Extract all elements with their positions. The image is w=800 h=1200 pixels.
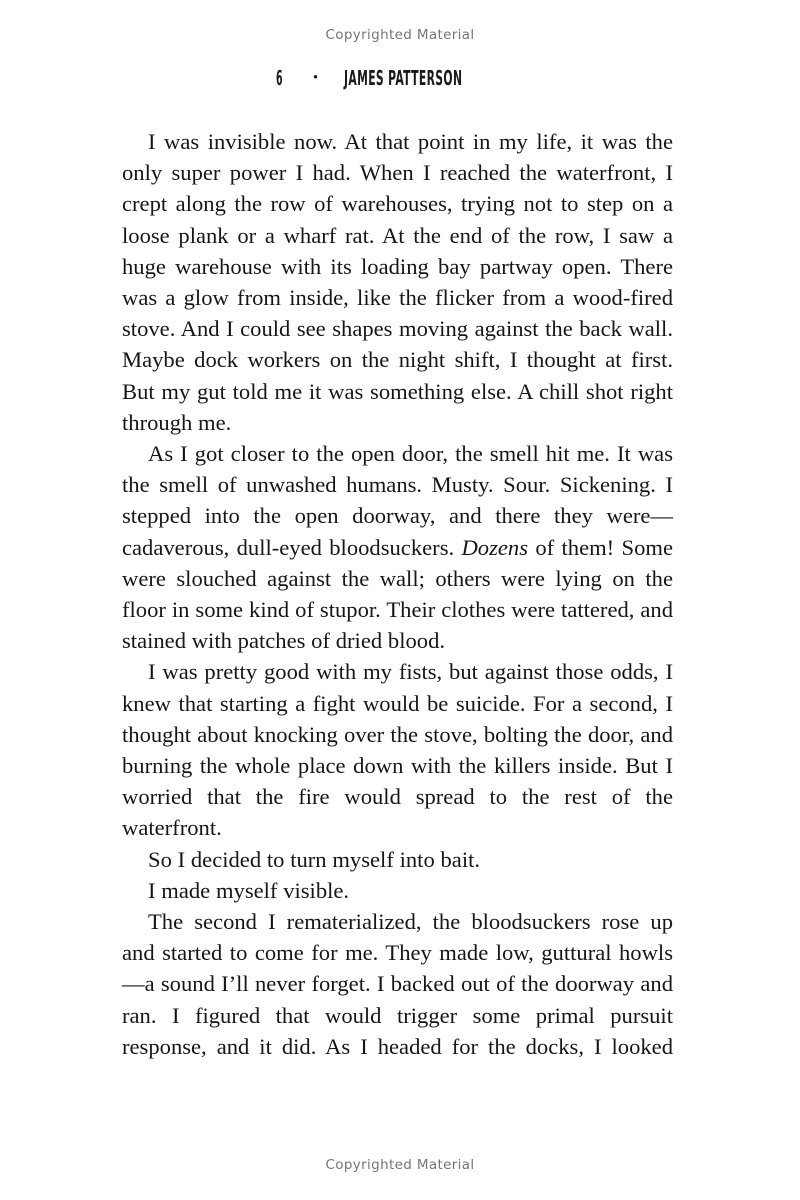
paragraph-6: The second I rematerialized, the bloodsuckers rose up and started to come for me. They made low, guttural howls—a sound I’ll never forget. I backed out of the doorway and ran. I figured that would trigger some primal pursuit response, and it did. As I headed for the docks, I looked <box>122 909 673 1059</box>
page-number: 6 <box>276 66 283 90</box>
page-number-slot <box>272 68 288 89</box>
paragraph-2 <box>122 438 673 656</box>
emphasized-word-dozens: Dozens <box>461 534 528 560</box>
running-head-inner <box>272 68 529 89</box>
paragraph-3: I was pretty good with my fists, but against those odds, I knew that starting a fight would be suicide. For a second, I thought about knocking over the stove, bolting the door, and burning the whole place down with the killers inside. But I worried that the fire would spread to the rest of the waterfront. <box>122 659 673 841</box>
paragraph-2-text-before-emphasis: As I got closer to the open door, the smell hit me. It was the smell of unwashed humans. Musty. Sour. Sickening. I stepped into the open doorway, and there they were—cadaverous, dull-eyed bloodsuckers. <box>122 441 673 560</box>
copyright-watermark-top: Copyrighted Material <box>325 27 475 43</box>
running-head-separator-slot <box>288 70 344 89</box>
paragraph-2-text-after-emphasis: of them! Some were slouched against the wall; others were lying on the floor in some kind of stupor. Their clothes were tattered, and stained with patches of dried blood. <box>122 534 673 654</box>
paragraph-5: I made myself visible. <box>148 877 350 903</box>
body-text-block <box>122 126 673 1062</box>
author-name-slot <box>344 68 529 89</box>
copyright-watermark-bottom: Copyrighted Material <box>325 1157 475 1173</box>
paragraph-4: So I decided to turn myself into bait. <box>148 846 481 872</box>
paragraph-1: I was invisible now. At that point in my life, it was the only super power I had. When I reached the waterfront, I crept along the row of warehouses, trying not to step on a loose plank or a wharf rat. At the end of the row, I saw a huge warehouse with its loading bay partway open. There was a glow from inside, like the flicker from a wood-fired stove. And I could see shapes moving against the back wall. Maybe dock workers on the night shift, I thought at first. But my gut told me it was something else. A chill shot right through me. <box>122 129 673 435</box>
bullet-separator-icon: • <box>312 70 319 86</box>
running-head <box>0 68 800 89</box>
author-name: JAMES PATTERSON <box>343 66 462 90</box>
